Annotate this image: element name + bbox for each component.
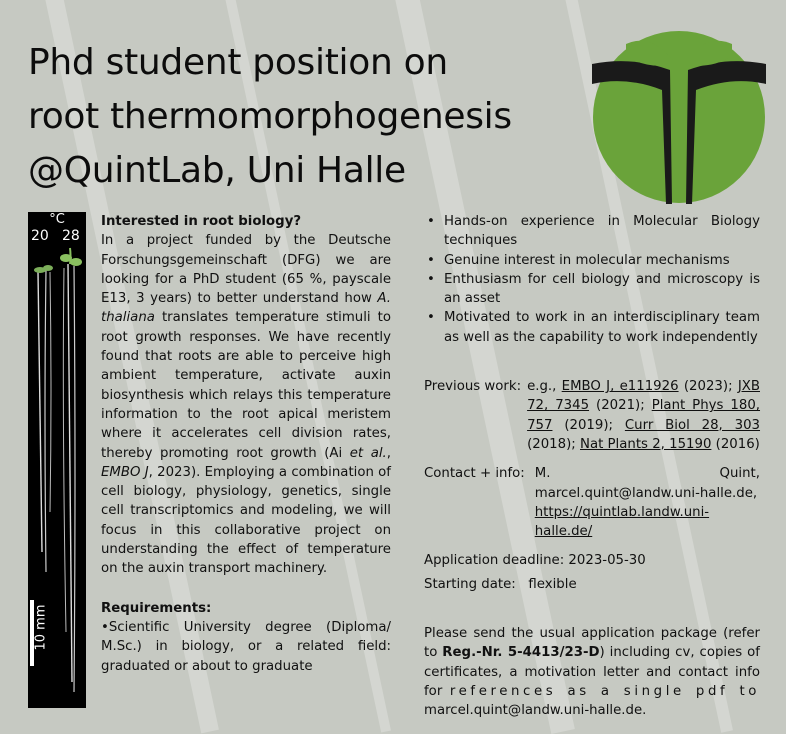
title-line-2: root thermomorphogenesis	[28, 96, 512, 137]
list-item: • Hands-on experience in Molecular Biology techniques	[424, 212, 760, 251]
seedling-photo	[28, 212, 86, 708]
ref-link-jxb[interactable]: JXB 72, 7345	[527, 379, 760, 414]
section-heading: Interested in root biology?	[101, 214, 302, 229]
ref-link-curr-biol[interactable]: Curr Biol 28, 303	[624, 417, 761, 433]
starting-date: Starting date: flexible	[424, 576, 577, 592]
list-item: • Enthusiasm for cell biology and microscopy is an asset	[424, 270, 760, 309]
list-item: • Motivated to work in an interdisciplinary team as well as the capability to work independently	[424, 308, 760, 347]
scale-label: 10 mm	[33, 604, 49, 651]
ref-link-plant-phys[interactable]: Plant Phys 180, 757	[527, 398, 761, 433]
left-column	[101, 212, 391, 676]
previous-work-list: e.g., EMBO J, e111926 (2023); JXB 72, 7345 (2021); Plant Phys 180, 757 (2019); Curr Biol 28, 303 (2018); Nat Plants 2, 15190 (2016)	[527, 379, 761, 452]
contact-info	[424, 464, 760, 541]
list-item: • Genuine interest in molecular mechanisms	[424, 251, 760, 270]
ref-link-embo[interactable]: EMBO J, e111926	[561, 379, 679, 395]
title-line-1: Phd student position on	[28, 42, 448, 83]
previous-work	[424, 377, 760, 454]
application-deadline: Application deadline: 2023-05-30	[424, 553, 646, 569]
requirements-heading: Requirements:	[101, 600, 212, 616]
requirements-list	[424, 212, 760, 347]
title-line-3: @QuintLab, Uni Halle	[28, 150, 406, 191]
ref-link-nat-plants[interactable]: Nat Plants 2, 15190	[580, 436, 712, 452]
plant-seedling-logo-icon	[592, 26, 766, 204]
requirements-text: •Scientific University degree (Diploma/ M.Sc.) in biology, or a related field: graduated or about to graduate	[101, 619, 391, 674]
contact-details: M. Quint, marcel.quint@landw.uni-halle.de, https://quintlab.landw.uni-halle.de/	[534, 466, 760, 540]
reg-number: Reg.-Nr. 5-4413/23-D	[442, 645, 600, 661]
lab-website-link[interactable]: https://quintlab.landw.uni-halle.de/	[534, 504, 710, 540]
temperature-unit: °C	[49, 212, 65, 227]
previous-work-label: Previous work:	[424, 379, 522, 395]
contact-label: Contact + info:	[424, 466, 525, 482]
temp-20-label: 20	[31, 228, 49, 244]
right-column	[424, 212, 760, 721]
application-instructions: Please send the usual application package (refer to Reg.-Nr. 5-4413/23-D) including cv, copies of certificates, a motivation letter and contact info for references as a single pdf to marcel.quint@landw.uni-halle.de.	[424, 626, 761, 719]
project-description: In a project funded by the Deutsche Forschungsgemeinschaft (DFG) we are looking for a PhD student (65 %, payscale E13, 3 years) to better understand how A. thaliana translates temperature stimuli to root growth responses. We have recently found that roots are able to perceive high ambient temperature, activate auxin biosynthesis which relays this temperature information to the root apical meristem where it accelerates cell division rates, thereby promoting root growth (Ai et al., EMBO J, 2023). Employing a combination of cell biology, physiology, genetics, single cell transcriptomics and modeling, we will focus in this collaborative project on understanding the effect of temperature on the auxin transport machinery.	[101, 233, 391, 577]
page-title	[28, 36, 588, 198]
contact-email: marcel.quint@landw.uni-halle.de.	[424, 703, 647, 719]
temp-28-label: 28	[62, 228, 80, 244]
